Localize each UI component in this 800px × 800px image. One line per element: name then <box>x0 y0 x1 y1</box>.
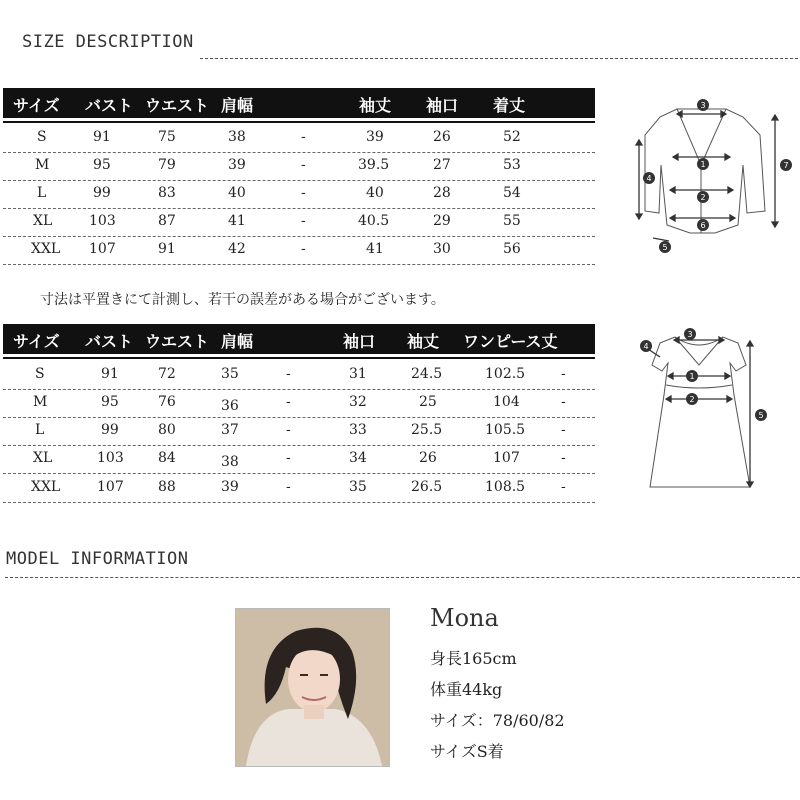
cell-waist: 79 <box>158 157 176 173</box>
marker-5-label: 5 <box>662 243 668 252</box>
cell-sleeve-length: 25.5 <box>411 422 443 438</box>
cell-size: L <box>35 422 45 438</box>
cell-cuff: 29 <box>433 213 451 229</box>
header-waist: ウエスト <box>145 96 210 115</box>
cell-blank: - <box>561 422 566 438</box>
cell-length: 56 <box>503 241 521 257</box>
cell-size: L <box>37 185 47 201</box>
marker-1-label: 1 <box>700 160 706 169</box>
cell-bust: 99 <box>93 185 111 201</box>
cell-sleeve-length: 39.5 <box>358 157 390 173</box>
cell-cuff: 30 <box>433 241 451 257</box>
header-sleeve-length: 袖丈 <box>407 332 440 351</box>
cell-dress-length: 107 <box>493 450 520 466</box>
marker-2-label: 2 <box>700 193 706 202</box>
table-row <box>3 153 595 181</box>
marker-2-label: 2 <box>689 395 695 404</box>
cell-sleeve-length: 24.5 <box>411 366 443 382</box>
cell-sleeve-length: 41 <box>366 241 384 257</box>
cell-blank: - <box>286 450 291 466</box>
cell-sleeve-length: 26.5 <box>411 479 443 495</box>
cell-blank: - <box>286 422 291 438</box>
cell-blank: - <box>286 366 291 382</box>
cell-blank: - <box>301 157 306 173</box>
cell-waist: 75 <box>158 129 176 145</box>
cell-cuff: 35 <box>349 479 367 495</box>
cell-blank: - <box>301 213 306 229</box>
marker-4-label: 4 <box>646 174 652 183</box>
cell-shoulder: 38 <box>221 454 239 470</box>
cell-shoulder: 38 <box>228 129 246 145</box>
cell-bust: 107 <box>97 479 124 495</box>
marker-3-label: 3 <box>700 101 706 110</box>
table-row <box>3 181 595 209</box>
cell-bust: 91 <box>93 129 111 145</box>
cell-size: S <box>37 129 47 145</box>
cell-blank: - <box>301 185 306 201</box>
cell-shoulder: 35 <box>221 366 239 382</box>
cell-blank: - <box>561 479 566 495</box>
cell-dress-length: 105.5 <box>485 422 526 438</box>
cell-dress-length: 108.5 <box>485 479 526 495</box>
cell-cuff: 33 <box>349 422 367 438</box>
cell-waist: 88 <box>158 479 176 495</box>
cell-size: M <box>35 157 50 173</box>
table-row <box>3 390 595 418</box>
cell-shoulder: 36 <box>221 398 239 414</box>
table-row <box>3 125 595 153</box>
cell-sleeve-length: 40 <box>366 185 384 201</box>
cell-cuff: 28 <box>433 185 451 201</box>
cell-dress-length: 102.5 <box>485 366 526 382</box>
cell-dress-length: 104 <box>493 394 520 410</box>
cell-sleeve-length: 39 <box>366 129 384 145</box>
cell-shoulder: 40 <box>228 185 246 201</box>
model-information-title: MODEL INFORMATION <box>6 549 189 569</box>
table-row <box>3 446 595 474</box>
header-bust: バスト <box>85 96 134 115</box>
cell-sleeve-length: 40.5 <box>358 213 390 229</box>
section-divider <box>200 58 798 59</box>
cell-shoulder: 41 <box>228 213 246 229</box>
cell-shoulder: 39 <box>221 479 239 495</box>
cell-length: 54 <box>503 185 521 201</box>
cell-waist: 84 <box>158 450 176 466</box>
cell-cuff: 26 <box>433 129 451 145</box>
cell-bust: 99 <box>101 422 119 438</box>
cell-size: M <box>33 394 48 410</box>
dress-measurement-diagram <box>630 325 770 495</box>
cell-waist: 76 <box>158 394 176 410</box>
model-photo <box>235 608 390 767</box>
cell-blank: - <box>561 366 566 382</box>
header-cuff: 袖口 <box>426 96 459 115</box>
model-height: 身長165cm <box>430 649 517 668</box>
cell-waist: 80 <box>158 422 176 438</box>
cell-length: 52 <box>503 129 521 145</box>
header-length: 着丈 <box>493 96 526 115</box>
cell-length: 53 <box>503 157 521 173</box>
cell-size: XL <box>33 450 53 466</box>
marker-6-label: 6 <box>700 221 706 230</box>
cell-blank: - <box>286 394 291 410</box>
header-waist: ウエスト <box>145 332 210 351</box>
cell-cuff: 34 <box>349 450 367 466</box>
cell-blank: - <box>561 450 566 466</box>
header-underline <box>3 357 595 359</box>
cell-cuff: 32 <box>349 394 367 410</box>
marker-4-label: 4 <box>643 342 649 351</box>
cell-cuff: 27 <box>433 157 451 173</box>
cell-waist: 91 <box>158 241 176 257</box>
cell-bust: 107 <box>89 241 116 257</box>
cell-blank: - <box>301 241 306 257</box>
table-row <box>3 362 595 390</box>
header-bust: バスト <box>85 332 134 351</box>
header-shoulder: 肩幅 <box>221 332 254 351</box>
cell-sleeve-length: 26 <box>419 450 437 466</box>
table-row <box>3 418 595 446</box>
section-divider <box>5 577 800 578</box>
cell-cuff: 31 <box>349 366 367 382</box>
table-row <box>3 209 595 237</box>
header-size: サイズ <box>13 96 60 115</box>
table-row <box>3 237 595 265</box>
model-wearing-size: サイズS着 <box>430 742 504 761</box>
size-description-title: SIZE DESCRIPTION <box>22 32 194 52</box>
model-weight: 体重44kg <box>430 680 503 699</box>
marker-7-label: 7 <box>783 161 789 170</box>
jacket-measurement-diagram <box>615 95 800 255</box>
cell-bust: 103 <box>97 450 124 466</box>
cell-sleeve-length: 25 <box>419 394 437 410</box>
cell-shoulder: 39 <box>228 157 246 173</box>
cell-size: XXL <box>31 479 61 495</box>
header-shoulder: 肩幅 <box>221 96 254 115</box>
cell-waist: 87 <box>158 213 176 229</box>
header-sleeve-length: 袖丈 <box>359 96 392 115</box>
cell-size: XL <box>33 213 53 229</box>
cell-bust: 95 <box>101 394 119 410</box>
header-dress-length: ワンピース丈 <box>463 332 558 351</box>
header-size: サイズ <box>13 332 60 351</box>
header-cuff: 袖口 <box>343 332 376 351</box>
cell-bust: 95 <box>93 157 111 173</box>
measurement-note: 寸法は平置きにて計測し、若干の誤差がある場合がございます。 <box>40 292 445 308</box>
table-header <box>3 88 595 118</box>
cell-blank: - <box>561 394 566 410</box>
cell-shoulder: 42 <box>228 241 246 257</box>
cell-bust: 91 <box>101 366 119 382</box>
marker-1-label: 1 <box>689 372 695 381</box>
cell-size: S <box>35 366 45 382</box>
marker-3-label: 3 <box>687 330 693 339</box>
table-header <box>3 324 595 354</box>
table-row <box>3 475 595 503</box>
cell-waist: 83 <box>158 185 176 201</box>
model-name: Mona <box>430 604 499 632</box>
cell-shoulder: 37 <box>221 422 239 438</box>
cell-bust: 103 <box>89 213 116 229</box>
cell-blank: - <box>286 479 291 495</box>
cell-length: 55 <box>503 213 521 229</box>
cell-size: XXL <box>31 241 61 257</box>
marker-5-label: 5 <box>758 411 764 420</box>
model-measurements: サイズ：78/60/82 <box>430 711 565 730</box>
cell-blank: - <box>301 129 306 145</box>
cell-waist: 72 <box>158 366 176 382</box>
header-underline <box>3 121 595 123</box>
